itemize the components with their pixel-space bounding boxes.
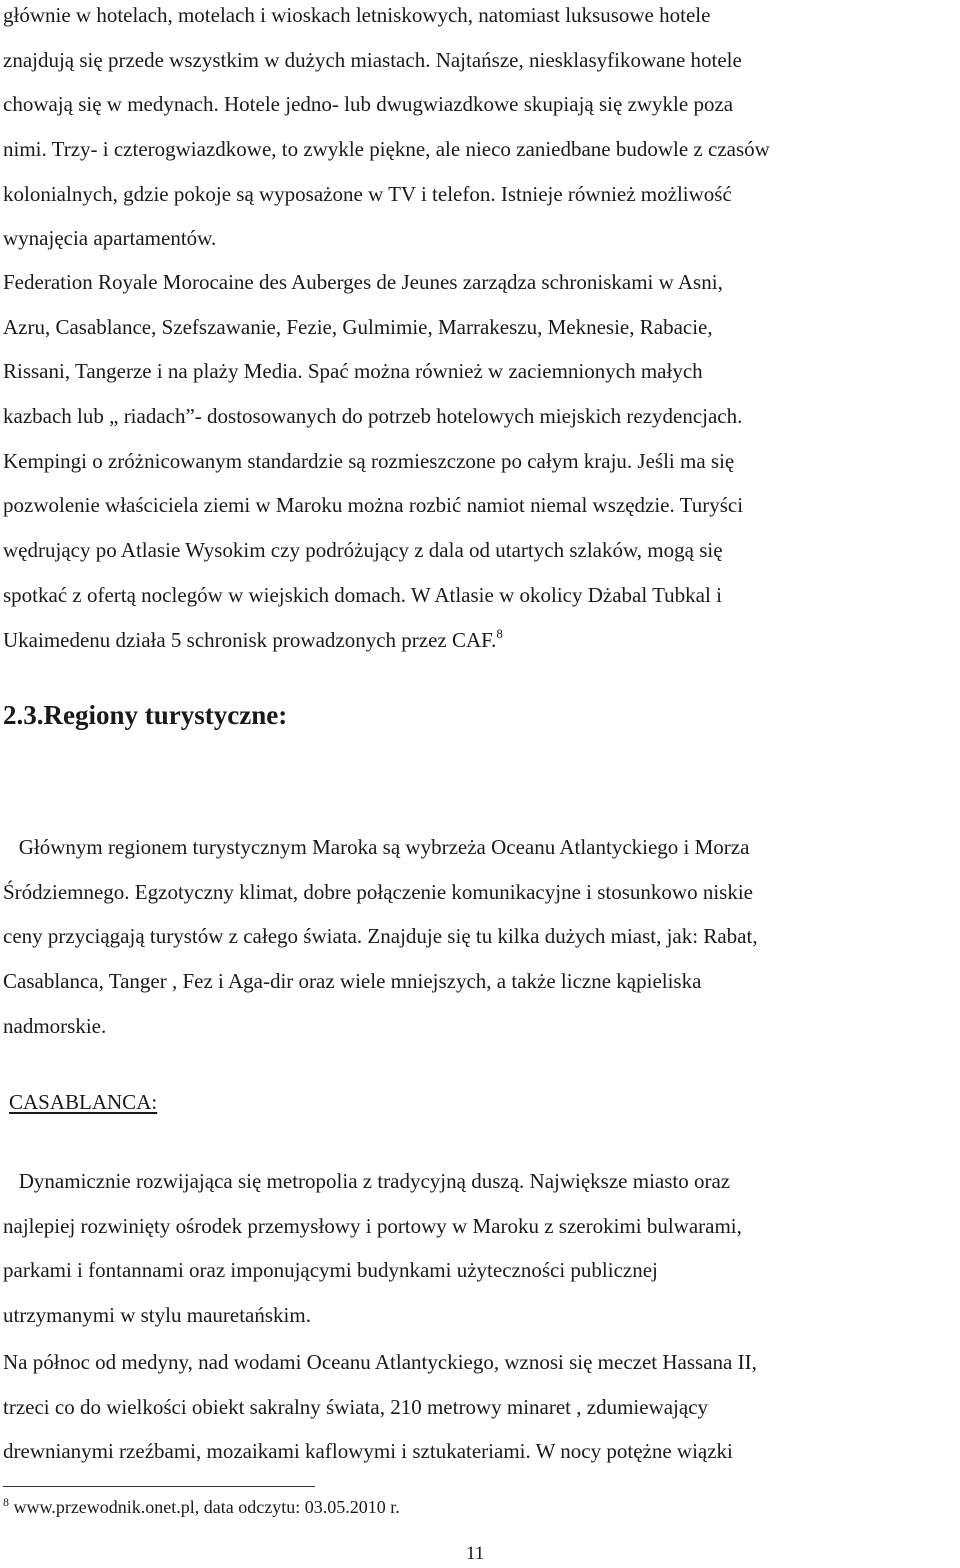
text-line — [3, 618, 955, 663]
text-line: ceny przyciągają turystów z całego świata. Znajduje się tu kilka dużych miast, jak: Rabat, — [3, 924, 758, 949]
text-line: parkami i fontannami oraz imponującymi budynkami użyteczności publicznej — [3, 1258, 658, 1283]
text-line: chowają się w medynach. Hotele jedno- lub dwugwiazdkowe skupiają się zwykle poza — [3, 92, 734, 117]
text-line: Na północ od medyny, nad wodami Oceanu Atlantyckiego, wznosi się meczet Hassana II, — [3, 1350, 757, 1374]
text-line: kazbach lub „ riadach”- dostosowanych do potrzeb hotelowych miejskich rezydencjach. — [3, 404, 743, 429]
text-line: głównie w hotelach, motelach i wioskach letniskowych, natomiast luksusowe hotele — [3, 3, 711, 27]
paragraph-hostels — [3, 260, 955, 662]
section-heading: 2.3.Regiony turystyczne: — [3, 700, 288, 730]
text-line: Rissani, Tangerze i na plaży Media. Spać można również w zaciemnionych małych — [3, 359, 703, 384]
text-line: Dynamicznie rozwijająca się metropolia z tradycyjną duszą. Największe miasto oraz — [3, 1169, 731, 1193]
text-line: Casablanca, Tanger , Fez i Aga-dir oraz wiele mniejszych, a także liczne kąpieliska — [3, 969, 702, 994]
text-line: kolonialnych, gdzie pokoje są wyposażone w TV i telefon. Istnieje również możliwość — [3, 181, 732, 206]
paragraph-mosque — [3, 1340, 955, 1474]
paragraph-accommodation — [3, 0, 955, 261]
paragraph-casablanca — [3, 1159, 955, 1338]
subheading-casablanca: CASABLANCA: — [9, 1090, 158, 1114]
footnote-divider — [3, 1486, 315, 1487]
text-line: wędrujący po Atlasie Wysokim czy podróżujący z dala od utartych szlaków, mogą się — [3, 538, 723, 563]
text-line: najlepiej rozwinięty ośrodek przemysłowy i portowy w Maroku z szerokimi bulwarami, — [3, 1213, 742, 1238]
footnote — [3, 1495, 400, 1519]
footnote-reference[interactable]: 8 — [496, 625, 503, 641]
text-line: Kempingi o zróżnicowanym standardzie są rozmieszczone po całym kraju. Jeśli ma się — [3, 448, 735, 473]
text-line: Śródziemnego. Egzotyczny klimat, dobre połączenie komunikacyjne i stosunkowo niskie — [3, 879, 753, 904]
text-line: spotkać z ofertą noclegów w wiejskich domach. W Atlasie w okolicy Dżabal Tubkal i — [3, 582, 722, 607]
text-line: Głównym regionem turystycznym Maroka są wybrzeża Oceanu Atlantyckiego i Morza — [3, 835, 750, 859]
text-line: pozwolenie właściciela ziemi w Maroku można rozbić namiot niemal wszędzie. Turyści — [3, 493, 744, 518]
text-line: trzeci co do wielkości obiekt sakralny świata, 210 metrowy minaret , zdumiewający — [3, 1394, 709, 1419]
footnote-number: 8 — [3, 1495, 9, 1509]
text-line: wynajęcia apartamentów. — [3, 226, 217, 251]
text-line: drewnianymi rzeźbami, mozaikami kaflowymi i sztukateriami. W nocy potężne wiązki — [3, 1439, 733, 1464]
text-line: znajdują się przede wszystkim w dużych miastach. Najtańsze, niesklasyfikowane hotele — [3, 47, 742, 72]
text-line: utrzymanymi w stylu mauretańskim. — [3, 1303, 311, 1328]
text-line: Azru, Casablance, Szefszawanie, Fezie, Gulmimie, Marrakeszu, Meknesie, Rabacie, — [3, 314, 713, 339]
footnote-text: www.przewodnik.onet.pl, data odczytu: 03.05.2010 r. — [9, 1497, 400, 1517]
text-line: nimi. Trzy- i czterogwiazdkowe, to zwykle piękne, ale nieco zaniedbane budowle z czasów — [3, 137, 770, 162]
text-line-content: Ukaimedenu działa 5 schronisk prowadzonych przez CAF. — [3, 627, 497, 652]
page-number: 11 — [466, 1543, 485, 1564]
text-line: nadmorskie. — [3, 1013, 107, 1038]
paragraph-regions — [3, 825, 955, 1048]
text-line: Federation Royale Morocaine des Auberges de Jeunes zarządza schroniskami w Asni, — [3, 270, 723, 294]
